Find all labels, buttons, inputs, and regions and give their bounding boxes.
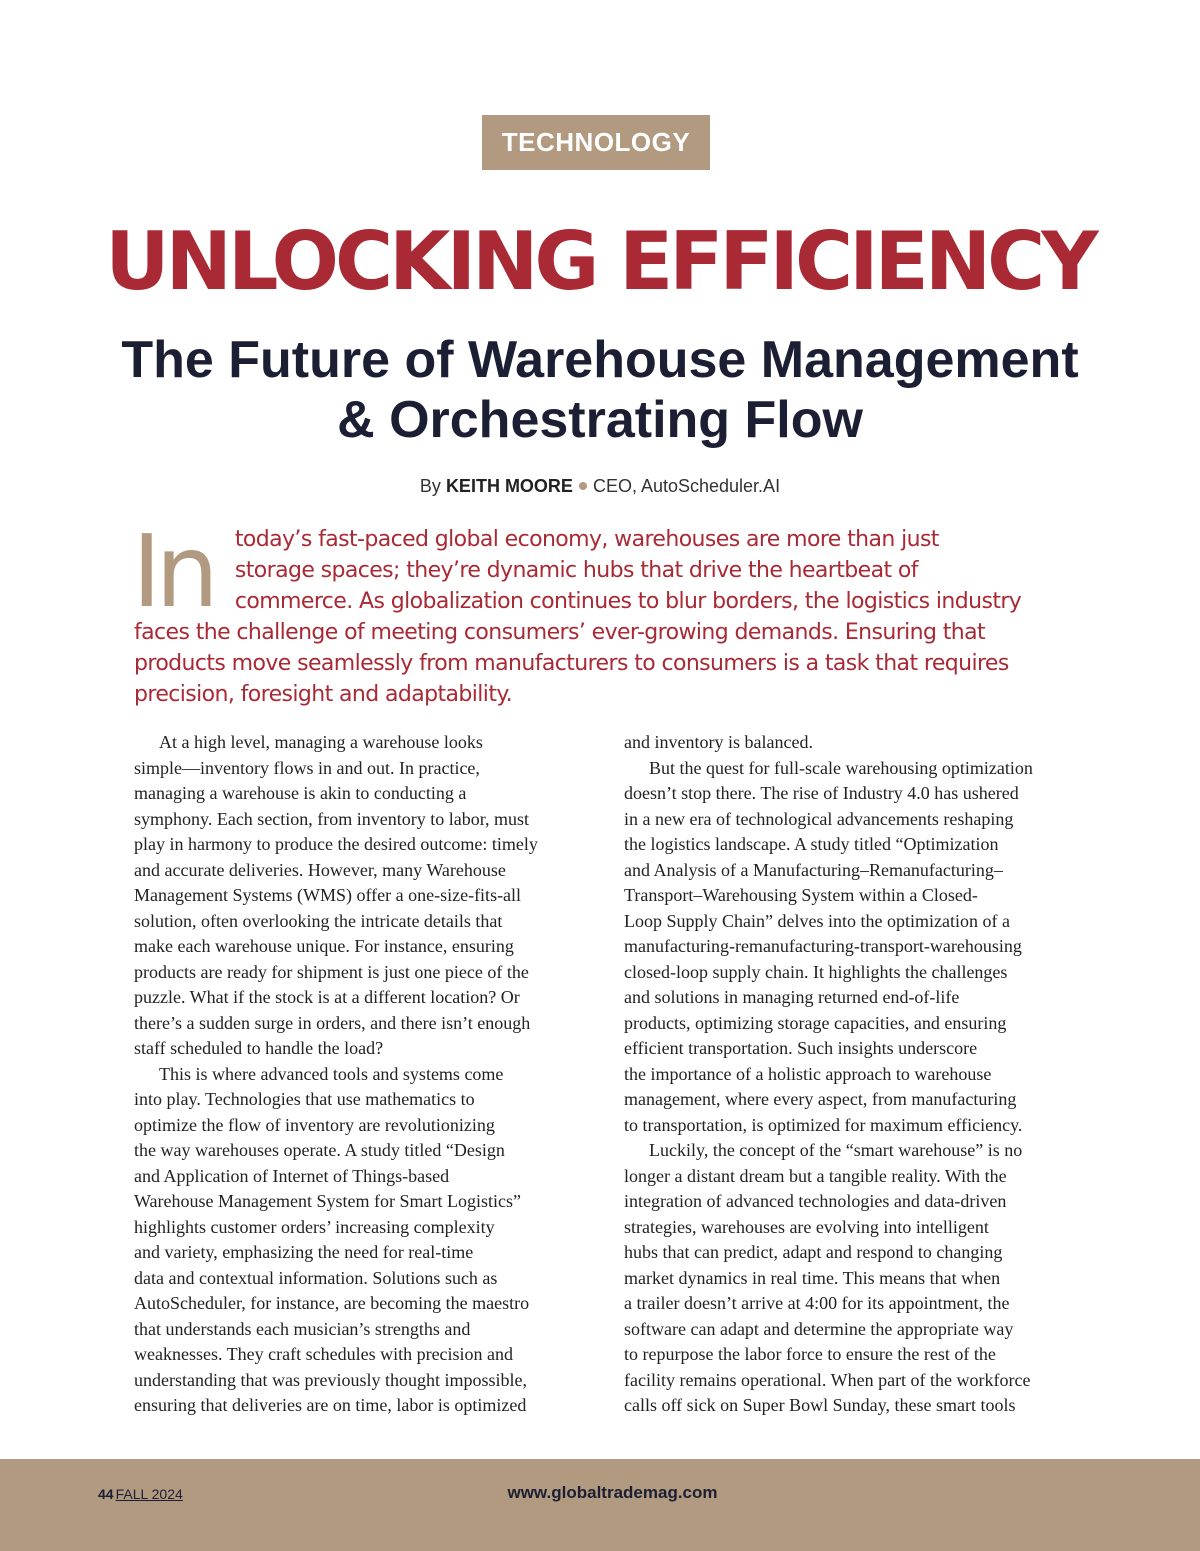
body-line: Management Systems (WMS) offer a one-size-fits-all (134, 885, 522, 905)
body-line: the way warehouses operate. A study titled “Design (134, 1140, 505, 1160)
body-line: and accurate deliveries. However, many Warehouse (134, 859, 506, 880)
body-line: and inventory is balanced. (624, 732, 813, 752)
body-line: optimize the flow of inventory are revolutionizing (134, 1114, 495, 1135)
body-line: Loop Supply Chain” delves into the optimization of a (624, 910, 1010, 931)
body-line: AutoScheduler, for instance, are becoming the maestro (134, 1293, 530, 1313)
footer-band (0, 1459, 1200, 1551)
body-line: closed-loop supply chain. It highlights the challenges (624, 961, 1008, 982)
body-line: to repurpose the labor force to ensure the rest of the (624, 1344, 996, 1364)
intro-line: storage spaces; they’re dynamic hubs that drive the heartbeat of (234, 558, 918, 583)
body-line: products, optimizing storage capacities, and ensuring (624, 1012, 1007, 1033)
body-line: But the quest for full-scale warehousing optimization (649, 757, 1033, 778)
body-line: the logistics landscape. A study titled “Optimization (624, 834, 999, 854)
body-column-right (624, 730, 1074, 1419)
body-line: symphony. Each section, from inventory to labor, must (134, 808, 530, 829)
body-line: managing a warehouse is akin to conducting a (134, 783, 467, 803)
author-name: KEITH MOORE (445, 476, 573, 496)
body-line: that understands each musician’s strengths and (134, 1318, 471, 1339)
body-line: doesn’t stop there. The rise of Industry 4.0 has ushered (624, 783, 1019, 803)
body-line: to transportation, is optimized for maximum efficiency. (624, 1114, 1023, 1135)
article-subtitle (0, 330, 1200, 450)
body-line: software can adapt and determine the appropriate way (624, 1318, 1014, 1339)
byline-prefix: By (419, 476, 441, 496)
issue-label: FALL 2024 (115, 1486, 183, 1502)
body-line: there’s a sudden surge in orders, and there isn’t enough (134, 1012, 531, 1033)
intro-line: faces the challenge of meeting consumers’ ever-growing demands. Ensuring that (134, 620, 986, 645)
body-line: weaknesses. They craft schedules with precision and (134, 1344, 514, 1364)
body-line: solution, often overlooking the intricate details that (134, 910, 503, 931)
body-line: in a new era of technological advancements reshaping (624, 808, 1014, 829)
body-line: Luckily, the concept of the “smart warehouse” is no (649, 1140, 1023, 1160)
intro-line: today’s fast-paced global economy, warehouses are more than just (234, 527, 939, 552)
body-line: and solutions in managing returned end-of-life (624, 987, 960, 1007)
body-line: the importance of a holistic approach to warehouse (624, 1063, 992, 1084)
page-number: 44 (98, 1486, 114, 1502)
body-line: staff scheduled to handle the load? (134, 1038, 384, 1058)
body-line: This is where advanced tools and systems come (159, 1063, 504, 1084)
body-line: facility remains operational. When part of the workforce (624, 1369, 1031, 1390)
body-line: and Application of Internet of Things-based (134, 1165, 450, 1186)
website-link[interactable]: www.globaltrademag.com (507, 1483, 718, 1502)
body-line: management, where every aspect, from manufacturing (624, 1089, 1017, 1109)
body-line: ensuring that deliveries are on time, labor is optimized (134, 1395, 527, 1415)
body-line: data and contextual information. Solutions such as (134, 1267, 498, 1288)
body-line: puzzle. What if the stock is at a different location? Or (134, 987, 520, 1007)
body-line: understanding that was previously thought impossible, (134, 1369, 527, 1390)
subtitle-line-2: & Orchestrating Flow (337, 391, 863, 449)
body-line: manufacturing-remanufacturing-transport-warehousing (624, 936, 1022, 956)
body-line: integration of advanced technologies and data-driven (624, 1191, 1007, 1211)
intro-line: products move seamlessly from manufacturers to consumers is a task that requires (134, 651, 1009, 676)
body-line: market dynamics in real time. This means that when (624, 1267, 1001, 1288)
article-headline: UNLOCKING EFFICIENCY (105, 215, 1095, 308)
body-line: longer a distant dream but a tangible reality. With the (624, 1165, 1007, 1186)
body-line: products are ready for shipment is just one piece of the (134, 961, 529, 982)
body-line: At a high level, managing a warehouse looks (159, 732, 483, 752)
body-line: calls off sick on Super Bowl Sunday, these smart tools (624, 1395, 1016, 1415)
body-line: and variety, emphasizing the need for real-time (134, 1242, 474, 1262)
body-line: play in harmony to produce the desired outcome: timely (134, 834, 538, 854)
body-line: Warehouse Management System for Smart Logistics” (134, 1191, 521, 1211)
byline (0, 476, 1200, 497)
body-line: strategies, warehouses are evolving into intelligent (624, 1216, 989, 1237)
body-line: simple—inventory flows in and out. In practice, (134, 757, 480, 778)
body-line: make each warehouse unique. For instance, ensuring (134, 936, 514, 956)
separator-dot-icon (579, 482, 587, 490)
body-column-left (134, 730, 584, 1419)
intro-line: precision, foresight and adaptability. (134, 682, 513, 707)
body-line: highlights customer orders’ increasing complexity (134, 1216, 495, 1237)
drop-cap: In (132, 513, 213, 630)
body-line: hubs that can predict, adapt and respond to changing (624, 1242, 1003, 1262)
intro-line: commerce. As globalization continues to blur borders, the logistics industry (234, 589, 1022, 614)
body-line: efficient transportation. Such insights underscore (624, 1038, 978, 1058)
section-tag: TECHNOLOGY (482, 115, 710, 170)
intro-paragraph (132, 513, 1066, 710)
body-line: into play. Technologies that use mathematics to (134, 1089, 475, 1109)
subtitle-line-1: The Future of Warehouse Management (121, 331, 1079, 389)
body-line: a trailer doesn’t arrive at 4:00 for its appointment, the (624, 1293, 1010, 1313)
body-line: Transport–Warehousing System within a Closed- (624, 885, 978, 905)
author-role: CEO, AutoScheduler.AI (592, 476, 781, 496)
body-line: and Analysis of a Manufacturing–Remanufacturing– (624, 859, 1003, 880)
